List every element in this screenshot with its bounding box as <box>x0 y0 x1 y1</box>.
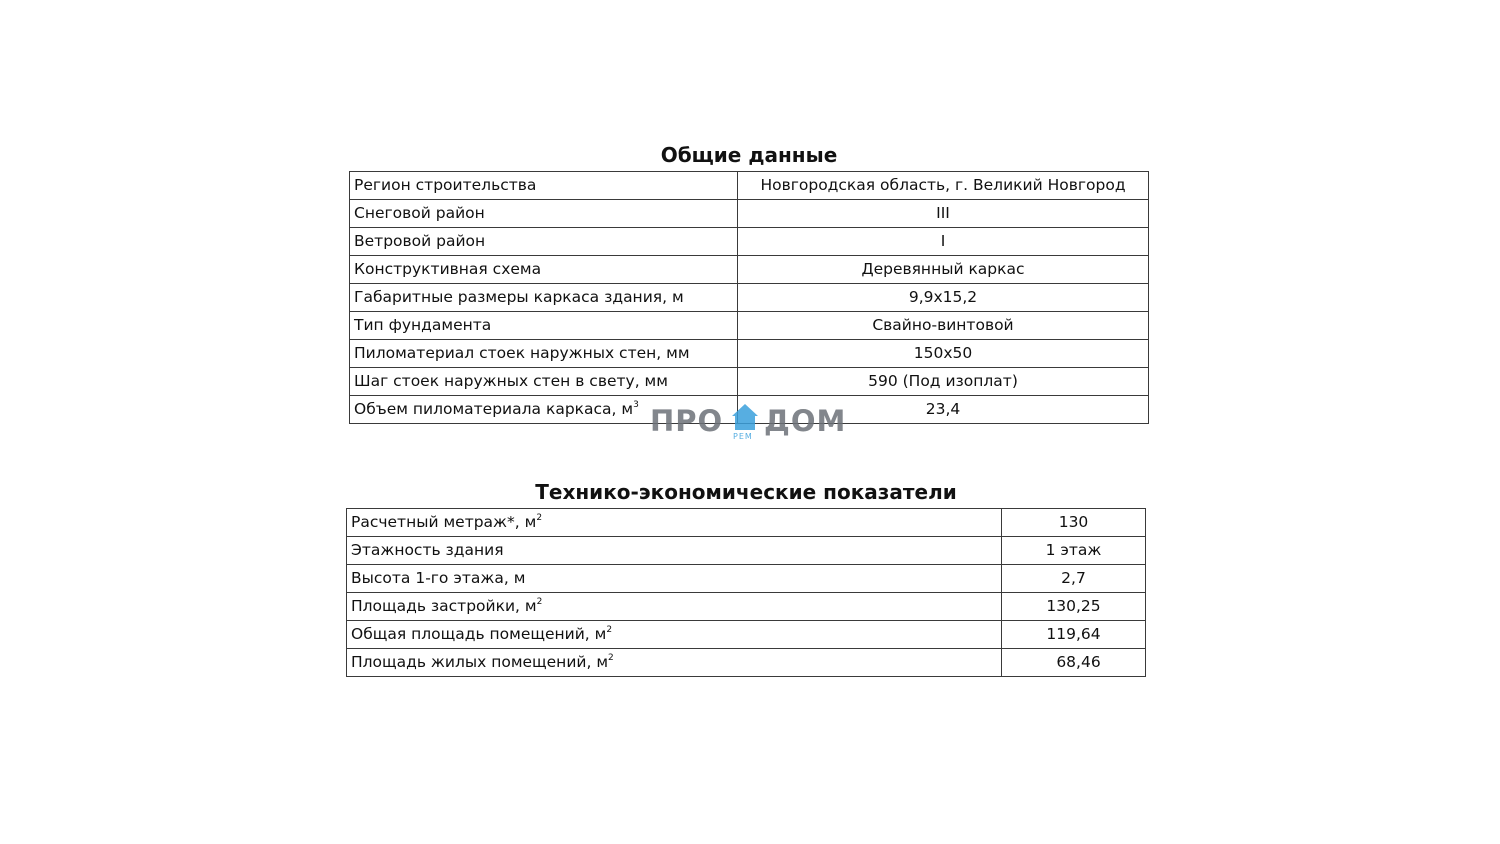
row-value: Деревянный каркас <box>738 256 1149 284</box>
row-value: 150х50 <box>738 340 1149 368</box>
row-label: Ветровой район <box>350 228 738 256</box>
row-value: 2,7 <box>1002 565 1146 593</box>
row-label: Площадь жилых помещений, $м^2$ <box>347 649 1002 677</box>
row-label: Этажность здания <box>347 537 1002 565</box>
watermark-text-right: ДОМ <box>764 404 847 438</box>
row-label: Регион строительства <box>350 172 738 200</box>
row-value: III <box>738 200 1149 228</box>
table-row <box>347 593 1146 621</box>
row-value: Новгородская область, г. Великий Новгород <box>738 172 1149 200</box>
table-row <box>347 537 1146 565</box>
row-value: I <box>738 228 1149 256</box>
row-label: Расчетный метраж*, $м^2$ <box>347 509 1002 537</box>
row-value: 1 этаж <box>1002 537 1146 565</box>
superscript: 2 <box>608 653 614 663</box>
row-label: Объем пиломатериала каркаса, $м^3$ <box>350 396 738 424</box>
row-label: Высота 1-го этажа, м <box>347 565 1002 593</box>
tech-indicators-table <box>346 508 1146 677</box>
table-row <box>350 284 1149 312</box>
table-row <box>347 621 1146 649</box>
table-row <box>347 509 1146 537</box>
row-value: 590 (Под изоплат) <box>738 368 1149 396</box>
row-value: 9,9х15,2 <box>738 284 1149 312</box>
row-value: Свайно-винтовой <box>738 312 1149 340</box>
row-value: 130 <box>1002 509 1146 537</box>
row-label: Пиломатериал стоек наружных стен, мм <box>350 340 738 368</box>
table-row <box>350 368 1149 396</box>
table-row <box>350 340 1149 368</box>
table-row <box>350 256 1149 284</box>
row-value: 130,25 <box>1002 593 1146 621</box>
row-label: Общая площадь помещений, $м^2$ <box>347 621 1002 649</box>
house-icon <box>730 402 760 432</box>
row-label: Конструктивная схема <box>350 256 738 284</box>
row-label: Снеговой район <box>350 200 738 228</box>
tech-indicators-title: Технико-экономические показатели <box>535 480 957 504</box>
superscript: 2 <box>536 513 543 523</box>
watermark-text-left: ПРО <box>650 404 724 438</box>
row-label: Тип фундамента <box>350 312 738 340</box>
row-value: 119,64 <box>1002 621 1146 649</box>
row-value: 23,4 <box>738 396 1149 424</box>
row-label: Габаритные размеры каркаса здания, м <box>350 284 738 312</box>
watermark-logo <box>650 402 850 446</box>
table-row <box>347 565 1146 593</box>
general-data-table <box>349 171 1149 424</box>
superscript: 2 <box>536 597 543 607</box>
table-row <box>350 228 1149 256</box>
superscript: 3 <box>633 400 639 410</box>
table-row <box>350 312 1149 340</box>
table-row <box>350 200 1149 228</box>
table-row <box>350 172 1149 200</box>
watermark-subtext: РЕМ <box>733 432 753 441</box>
superscript: 2 <box>606 625 613 635</box>
row-label: Площадь застройки, $м^2$ <box>347 593 1002 621</box>
general-data-title: Общие данные <box>660 143 838 167</box>
row-value: 68,46 <box>1002 649 1146 677</box>
table-row <box>347 649 1146 677</box>
row-label: Шаг стоек наружных стен в свету, мм <box>350 368 738 396</box>
